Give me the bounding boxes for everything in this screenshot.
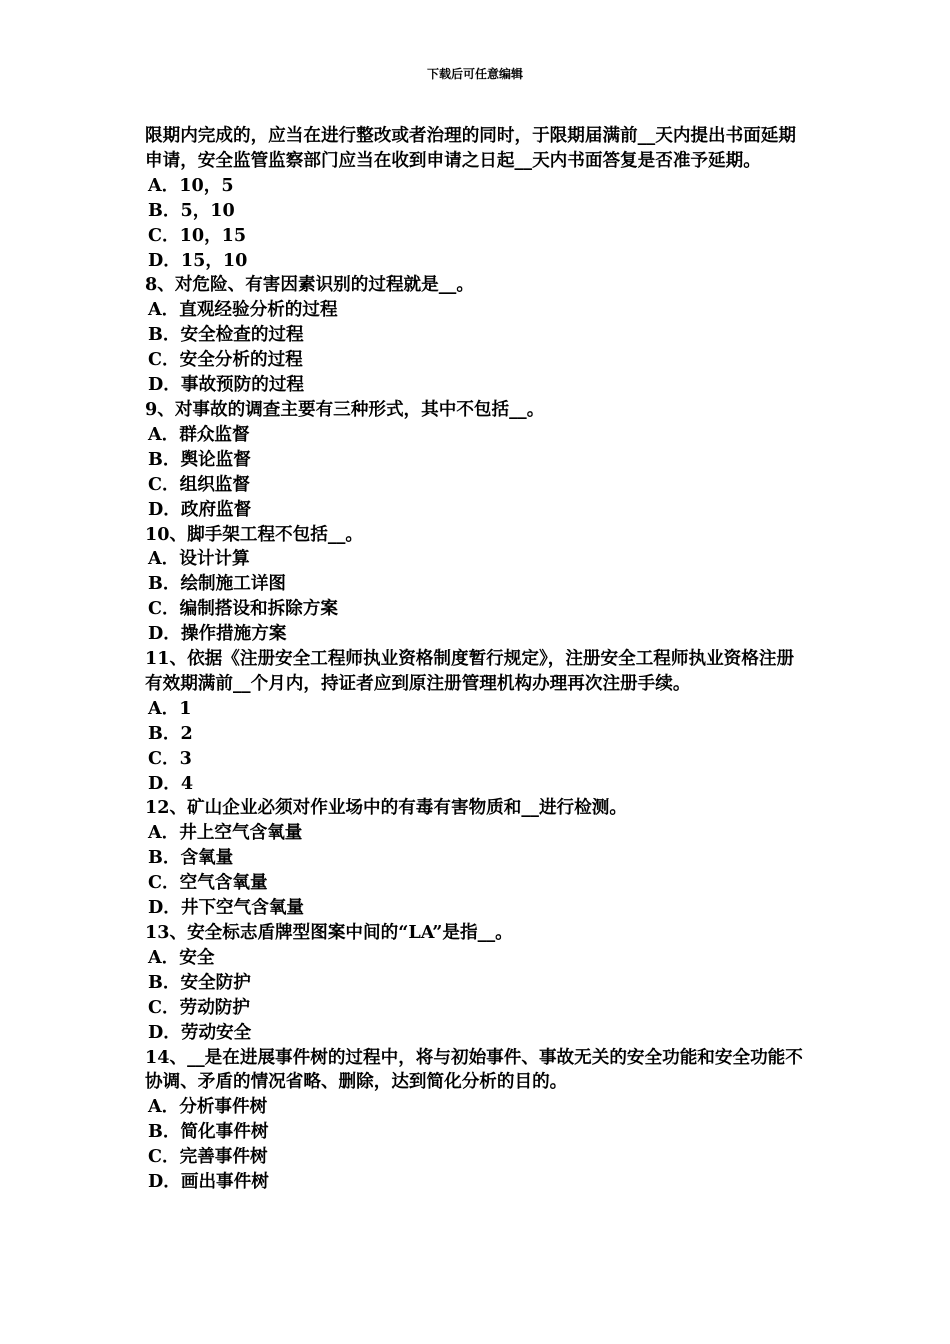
answer-option: D．劳动安全 <box>148 1021 252 1043</box>
answer-option: C．编制搭设和拆除方案 <box>148 598 338 620</box>
answer-option: D．事故预防的过程 <box>148 374 305 396</box>
document-body <box>145 124 810 1195</box>
answer-option: C．10，15 <box>148 224 247 246</box>
answer-option: D．画出事件树 <box>148 1171 269 1193</box>
answer-option: B．2 <box>148 722 193 744</box>
answer-option: A．10，5 <box>148 174 234 196</box>
answer-option: C．劳动防护 <box>148 996 250 1018</box>
question-text: 10、脚手架工程不包括__。 <box>145 523 364 545</box>
answer-option: C．3 <box>148 747 192 769</box>
answer-option: C．组织监督 <box>148 473 250 495</box>
answer-option: C．空气含氧量 <box>148 872 268 894</box>
answer-option: A．分析事件树 <box>148 1096 268 1118</box>
answer-option: B．5，10 <box>148 199 235 221</box>
answer-option: A．1 <box>148 697 192 719</box>
question-text: 8、对危险、有害因素识别的过程就是__。 <box>145 274 474 296</box>
question-text: 13、安全标志盾牌型图案中间的“LA”是指__。 <box>145 922 513 943</box>
answer-option: C．完善事件树 <box>148 1146 268 1168</box>
answer-option: A．设计计算 <box>148 548 250 570</box>
answer-option: D．操作措施方案 <box>148 623 287 645</box>
answer-option: B．简化事件树 <box>148 1121 269 1143</box>
answer-option: A．直观经验分析的过程 <box>148 299 338 321</box>
answer-option: A．群众监督 <box>148 423 250 445</box>
answer-option: B．含氧量 <box>148 847 234 869</box>
answer-option: B．舆论监督 <box>148 448 251 470</box>
answer-option: D．4 <box>148 772 194 794</box>
question-text: 限期内完成的，应当在进行整改或者治理的同时，于限期届满前__天内提出书面延期申请，安全监管监察部门应当在收到申请之日起__天内书面答复是否准予延期。 <box>145 125 796 171</box>
question-text: 11、依据《注册安全工程师执业资格制度暂行规定》，注册安全工程师执业资格注册有效期满前__个月内，持证者应到原注册管理机构办理再次注册手续。 <box>145 648 795 694</box>
answer-option: A．安全 <box>148 946 215 968</box>
question-text: 12、矿山企业必须对作业场中的有毒有害物质和__进行检测。 <box>145 797 627 819</box>
answer-option: D．15，10 <box>148 249 248 271</box>
answer-option: B．绘制施工详图 <box>148 573 287 595</box>
answer-option: B．安全防护 <box>148 971 251 993</box>
question-text: 9、对事故的调查主要有三种形式，其中不包括__。 <box>145 398 545 420</box>
answer-option: D．政府监督 <box>148 498 252 520</box>
answer-option: B．安全检查的过程 <box>148 324 304 346</box>
question-text: 14、__是在进展事件树的过程中，将与初始事件、事故无关的安全功能和安全功能不协调、矛盾的情况省略、删除，达到简化分析的目的。 <box>145 1046 803 1093</box>
answer-option: A．井上空气含氧量 <box>148 822 303 844</box>
answer-option: D．井下空气含氧量 <box>148 897 305 919</box>
answer-option: C．安全分析的过程 <box>148 349 303 371</box>
page-header-note: 下载后可任意编辑 <box>426 67 523 81</box>
